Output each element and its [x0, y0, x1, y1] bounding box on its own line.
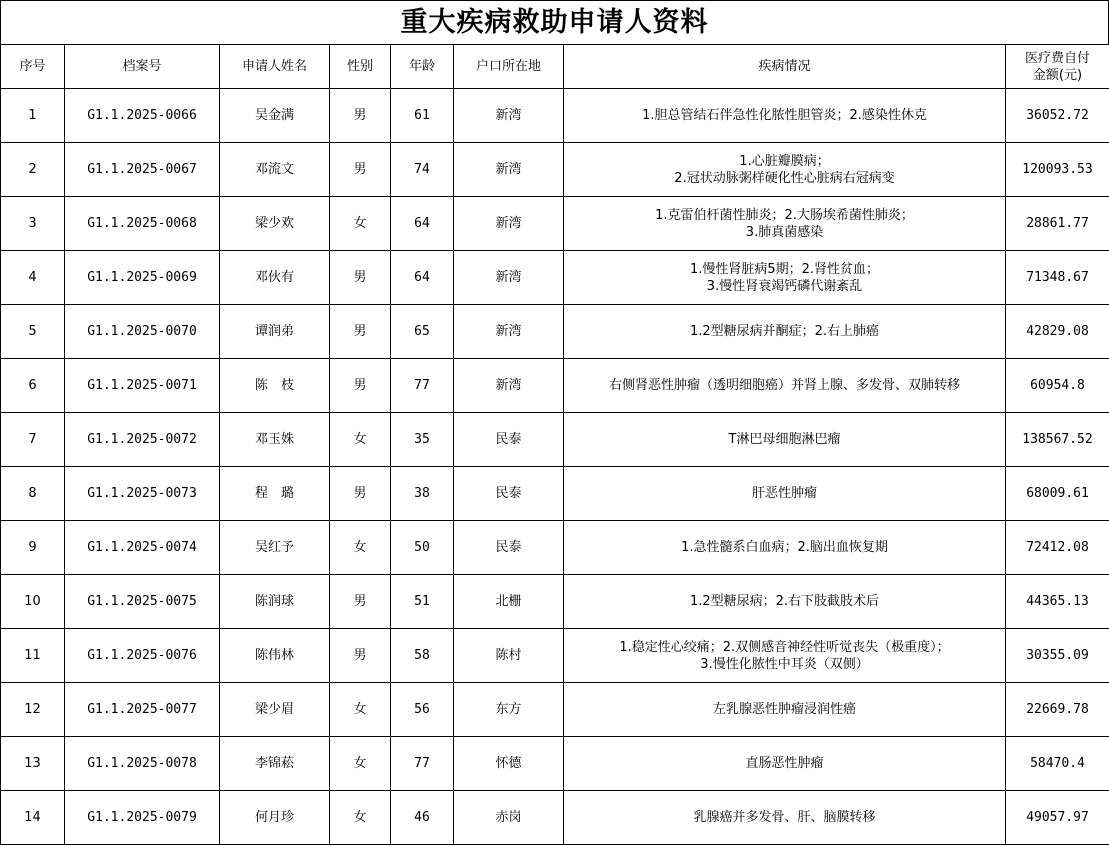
cell-seq: 6: [1, 359, 65, 413]
cell-seq: 2: [1, 143, 65, 197]
cell-file-no: G1.1.2025-0070: [65, 305, 220, 359]
cell-name: 邓流文: [220, 143, 330, 197]
cell-disease: 肝恶性肿瘤: [564, 467, 1006, 521]
cell-disease: 1.胆总管结石伴急性化脓性胆管炎；2.感染性休克: [564, 89, 1006, 143]
sheet-title: 重大疾病救助申请人资料: [0, 0, 1109, 44]
cell-name: 陈 枝: [220, 359, 330, 413]
header-name: 申请人姓名: [220, 45, 330, 89]
cell-cost: 58470.4: [1006, 737, 1109, 791]
table-row: [1, 89, 1109, 143]
cell-file-no: G1.1.2025-0068: [65, 197, 220, 251]
cell-age: 77: [391, 737, 454, 791]
header-seq: 序号: [1, 45, 65, 89]
cell-file-no: G1.1.2025-0071: [65, 359, 220, 413]
cell-residence: 民泰: [454, 413, 564, 467]
cell-disease: 1.稳定性心绞痛；2.双侧感音神经性听觉丧失（极重度）； 3.慢性化脓性中耳炎（双侧）: [564, 629, 1006, 683]
cell-gender: 男: [330, 629, 391, 683]
table-row: [1, 791, 1109, 845]
cell-seq: 5: [1, 305, 65, 359]
cell-gender: 男: [330, 305, 391, 359]
cell-residence: 民泰: [454, 467, 564, 521]
cell-disease: 左乳腺恶性肿瘤浸润性癌: [564, 683, 1006, 737]
cell-age: 51: [391, 575, 454, 629]
cell-disease: 1.急性髓系白血病；2.脑出血恢复期: [564, 521, 1006, 575]
cell-age: 64: [391, 197, 454, 251]
cell-gender: 男: [330, 143, 391, 197]
table-row: [1, 575, 1109, 629]
cell-residence: 怀德: [454, 737, 564, 791]
cell-cost: 28861.77: [1006, 197, 1109, 251]
cell-seq: 13: [1, 737, 65, 791]
cell-name: 谭润弟: [220, 305, 330, 359]
cell-age: 56: [391, 683, 454, 737]
cell-file-no: G1.1.2025-0077: [65, 683, 220, 737]
cell-name: 何月珍: [220, 791, 330, 845]
cell-gender: 男: [330, 251, 391, 305]
cell-file-no: G1.1.2025-0075: [65, 575, 220, 629]
cell-residence: 新湾: [454, 359, 564, 413]
cell-file-no: G1.1.2025-0073: [65, 467, 220, 521]
cell-residence: 民泰: [454, 521, 564, 575]
cell-seq: 9: [1, 521, 65, 575]
header-residence: 户口所在地: [454, 45, 564, 89]
header-age: 年龄: [391, 45, 454, 89]
table-row: [1, 737, 1109, 791]
cell-disease: 1.克雷伯杆菌性肺炎；2.大肠埃希菌性肺炎； 3.肺真菌感染: [564, 197, 1006, 251]
applicants-table: [0, 44, 1109, 845]
cell-gender: 男: [330, 89, 391, 143]
table-row: [1, 413, 1109, 467]
cell-gender: 女: [330, 197, 391, 251]
cell-disease: 1.2型糖尿病并酮症；2.右上肺癌: [564, 305, 1006, 359]
header-row: [1, 45, 1109, 89]
table-row: [1, 359, 1109, 413]
cell-disease: 乳腺癌并多发骨、肝、脑膜转移: [564, 791, 1006, 845]
cell-file-no: G1.1.2025-0078: [65, 737, 220, 791]
cell-disease: 直肠恶性肿瘤: [564, 737, 1006, 791]
cell-residence: 新湾: [454, 143, 564, 197]
table-row: [1, 521, 1109, 575]
cell-cost: 60954.8: [1006, 359, 1109, 413]
cell-file-no: G1.1.2025-0072: [65, 413, 220, 467]
cell-name: 李锦菘: [220, 737, 330, 791]
cell-cost: 72412.08: [1006, 521, 1109, 575]
cell-cost: 44365.13: [1006, 575, 1109, 629]
cell-disease: 1.2型糖尿病；2.右下肢截肢术后: [564, 575, 1006, 629]
cell-residence: 新湾: [454, 197, 564, 251]
cell-residence: 赤岗: [454, 791, 564, 845]
header-disease: 疾病情况: [564, 45, 1006, 89]
cell-gender: 男: [330, 575, 391, 629]
cell-gender: 男: [330, 359, 391, 413]
cell-seq: 8: [1, 467, 65, 521]
cell-seq: 10: [1, 575, 65, 629]
cell-seq: 1: [1, 89, 65, 143]
cell-cost: 49057.97: [1006, 791, 1109, 845]
table-row: [1, 467, 1109, 521]
cell-file-no: G1.1.2025-0074: [65, 521, 220, 575]
cell-age: 35: [391, 413, 454, 467]
cell-disease: T淋巴母细胞淋巴瘤: [564, 413, 1006, 467]
cell-name: 梁少眉: [220, 683, 330, 737]
cell-name: 程 璐: [220, 467, 330, 521]
cell-cost: 138567.52: [1006, 413, 1109, 467]
cell-age: 77: [391, 359, 454, 413]
table-row: [1, 251, 1109, 305]
cell-residence: 新湾: [454, 251, 564, 305]
cell-name: 邓玉姝: [220, 413, 330, 467]
cell-seq: 14: [1, 791, 65, 845]
cell-disease: 1.心脏瓣膜病； 2.冠状动脉粥样硬化性心脏病右冠病变: [564, 143, 1006, 197]
cell-name: 吴红予: [220, 521, 330, 575]
table-row: [1, 197, 1109, 251]
cell-age: 58: [391, 629, 454, 683]
cell-gender: 女: [330, 791, 391, 845]
cell-seq: 3: [1, 197, 65, 251]
header-file-no: 档案号: [65, 45, 220, 89]
table-row: [1, 305, 1109, 359]
cell-seq: 7: [1, 413, 65, 467]
cell-age: 74: [391, 143, 454, 197]
cell-gender: 女: [330, 683, 391, 737]
cell-age: 64: [391, 251, 454, 305]
table-row: [1, 629, 1109, 683]
cell-cost: 22669.78: [1006, 683, 1109, 737]
cell-name: 邓伙有: [220, 251, 330, 305]
cell-age: 50: [391, 521, 454, 575]
table-row: [1, 683, 1109, 737]
cell-gender: 女: [330, 521, 391, 575]
cell-file-no: G1.1.2025-0069: [65, 251, 220, 305]
cell-cost: 30355.09: [1006, 629, 1109, 683]
cell-residence: 新湾: [454, 89, 564, 143]
cell-cost: 68009.61: [1006, 467, 1109, 521]
cell-disease: 右侧肾恶性肿瘤（透明细胞癌）并肾上腺、多发骨、双肺转移: [564, 359, 1006, 413]
cell-cost: 120093.53: [1006, 143, 1109, 197]
cell-file-no: G1.1.2025-0076: [65, 629, 220, 683]
header-gender: 性别: [330, 45, 391, 89]
table-row: [1, 143, 1109, 197]
cell-age: 46: [391, 791, 454, 845]
cell-file-no: G1.1.2025-0079: [65, 791, 220, 845]
cell-gender: 男: [330, 467, 391, 521]
cell-seq: 11: [1, 629, 65, 683]
cell-disease: 1.慢性肾脏病5期；2.肾性贫血； 3.慢性肾衰竭钙磷代谢紊乱: [564, 251, 1006, 305]
cell-name: 吴金满: [220, 89, 330, 143]
cell-gender: 女: [330, 413, 391, 467]
cell-residence: 东方: [454, 683, 564, 737]
cell-name: 陈润球: [220, 575, 330, 629]
cell-age: 61: [391, 89, 454, 143]
cell-age: 65: [391, 305, 454, 359]
cell-age: 38: [391, 467, 454, 521]
cell-file-no: G1.1.2025-0067: [65, 143, 220, 197]
cell-name: 梁少欢: [220, 197, 330, 251]
cell-cost: 71348.67: [1006, 251, 1109, 305]
cell-seq: 4: [1, 251, 65, 305]
cell-seq: 12: [1, 683, 65, 737]
cell-cost: 42829.08: [1006, 305, 1109, 359]
cell-name: 陈伟林: [220, 629, 330, 683]
cell-cost: 36052.72: [1006, 89, 1109, 143]
cell-residence: 新湾: [454, 305, 564, 359]
cell-gender: 女: [330, 737, 391, 791]
cell-file-no: G1.1.2025-0066: [65, 89, 220, 143]
header-cost: 医疗费自付 金额(元): [1006, 45, 1109, 89]
cell-residence: 陈村: [454, 629, 564, 683]
cell-residence: 北栅: [454, 575, 564, 629]
